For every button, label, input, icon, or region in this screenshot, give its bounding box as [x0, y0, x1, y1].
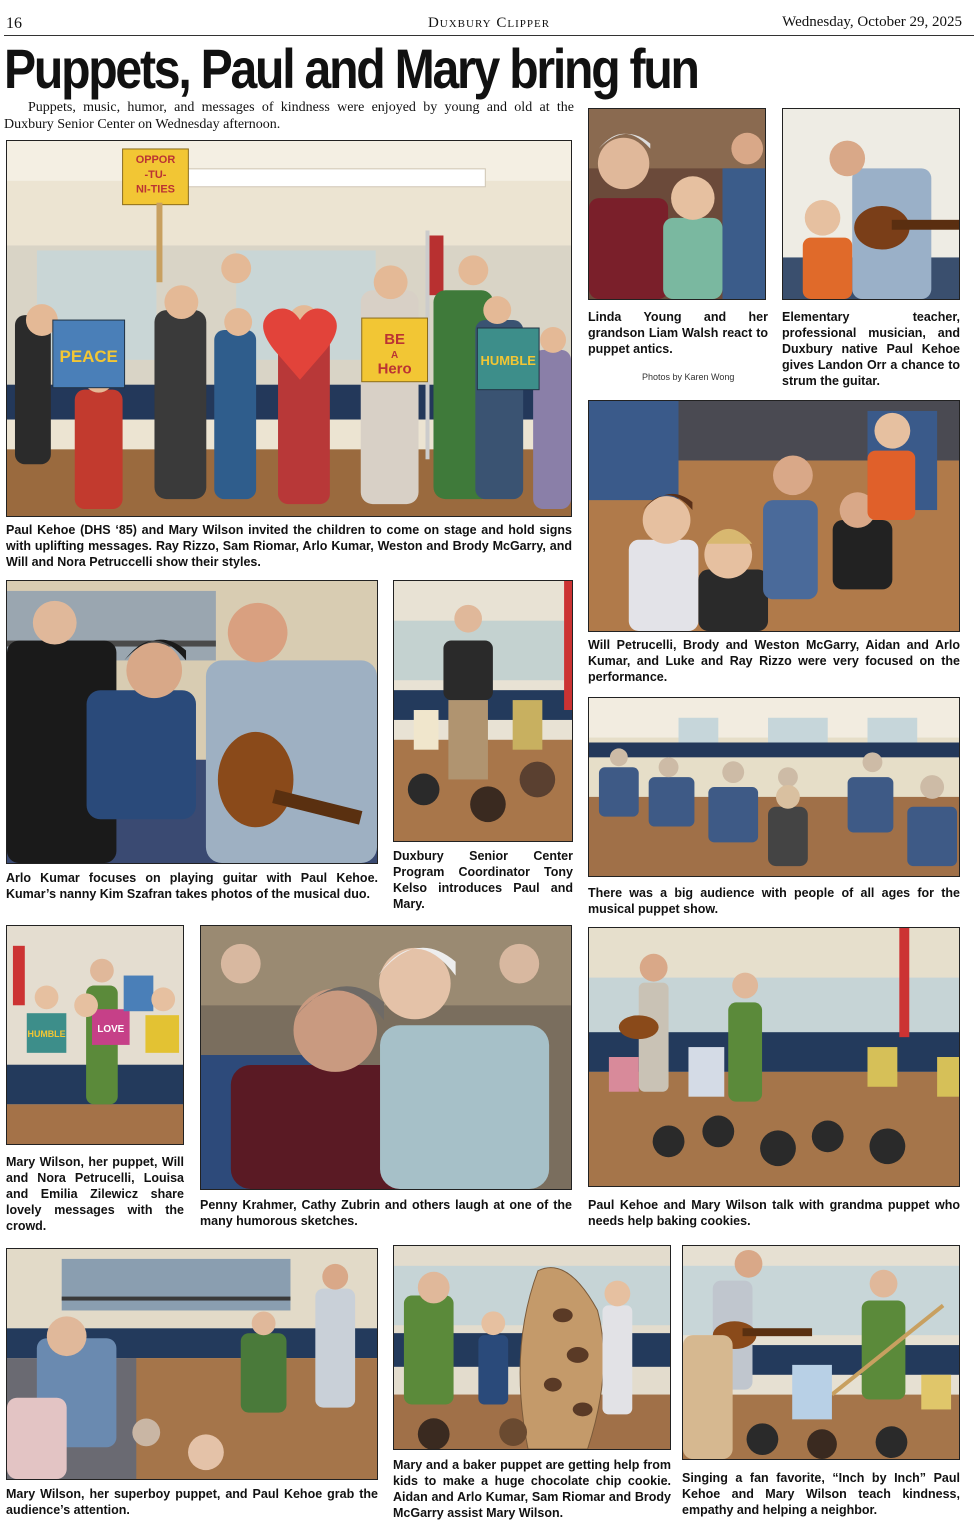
- photo-baker-puppet: [393, 1245, 671, 1450]
- caption-grandma-puppet: Paul Kehoe and Mary Wilson talk with grandma puppet who needs help baking cookies.: [588, 1198, 960, 1228]
- photo-superboy: [6, 1248, 378, 1480]
- svg-text:A: A: [391, 349, 399, 361]
- caption-stage-signs: Paul Kehoe (DHS ‘85) and Mary Wilson invited the children to come on stage and hold signs with uplifting messages. Ray Rizzo, Sam Riomar, Arlo Kumar, Weston and Brody McGarry, and Will and Nora Petruccelli show their styles.: [6, 523, 572, 569]
- svg-text:HUMBLE: HUMBLE: [27, 1028, 66, 1039]
- caption-inch-by-inch: Singing a fan favorite, “Inch by Inch” Paul Kehoe and Mary Wilson teach kindness, empathy and helping a neighbor.: [682, 1471, 960, 1517]
- headline: Puppets, Paul and Mary bring fun: [4, 37, 698, 100]
- caption-focused-kids: Will Petrucelli, Brody and Weston McGarry, Aidan and Arlo Kumar, and Luke and Ray Rizzo were very focused on the performance.: [588, 638, 960, 684]
- caption-superboy: Mary Wilson, her superboy puppet, and Paul Kehoe grab the audience’s attention.: [6, 1487, 378, 1517]
- caption-arlo-guitar: Arlo Kumar focuses on playing guitar with Paul Kehoe. Kumar’s nanny Kim Szafran takes photos of the musical duo.: [6, 871, 378, 901]
- svg-text:NI-TIES: NI-TIES: [136, 183, 175, 196]
- svg-text:-TU-: -TU-: [144, 168, 167, 181]
- svg-text:PEACE: PEACE: [59, 346, 118, 366]
- caption-mary-puppet-kids: Mary Wilson, her puppet, Will and Nora Petrucelli, Louisa and Emilia Zilewicz share lovely messages with the crowd.: [6, 1155, 184, 1233]
- photo-focused-kids: [588, 400, 960, 632]
- caption-baker-puppet: Mary and a baker puppet are getting help from kids to make a huge chocolate chip cookie. Aidan and Arlo Kumar, Sam Riomar and Brody McGarry assist Mary Wilson.: [393, 1458, 671, 1520]
- svg-text:OPPOR: OPPOR: [135, 153, 176, 166]
- caption-penny-cathy: Penny Krahmer, Cathy Zubrin and others laugh at one of the many humorous sketches.: [200, 1198, 572, 1228]
- photo-credit: Photos by Karen Wong: [642, 372, 735, 382]
- photo-mary-puppet-kids: [6, 925, 184, 1145]
- photo-landon-orr: [782, 108, 960, 300]
- photo-penny-cathy: [200, 925, 572, 1190]
- photo-linda-young: [588, 108, 766, 300]
- svg-text:HUMBLE: HUMBLE: [480, 352, 536, 368]
- photo-big-audience: [588, 697, 960, 877]
- photo-stage-signs: [6, 140, 572, 517]
- newspaper-name: Duxbury Clipper: [427, 15, 551, 31]
- page-number: 16: [6, 15, 22, 32]
- caption-linda-young: Linda Young and her grandson Liam Walsh react to puppet antics.: [588, 310, 768, 356]
- intro-paragraph: Puppets, music, humor, and messages of kindness were enjoyed by young and old at the Duxbury Senior Center on Wednesday afternoon.: [4, 100, 574, 132]
- svg-text:Hero: Hero: [377, 360, 412, 378]
- svg-text:LOVE: LOVE: [97, 1024, 125, 1036]
- svg-text:BE: BE: [384, 330, 406, 348]
- photo-tony-kelso: [393, 580, 573, 842]
- photo-arlo-guitar: [6, 580, 378, 864]
- issue-date: Wednesday, October 29, 2025: [782, 14, 962, 30]
- caption-landon-orr: Elementary teacher, professional musician, and Duxbury native Paul Kehoe gives Landon Orr a chance to strum the guitar.: [782, 310, 960, 388]
- caption-big-audience: There was a big audience with people of all ages for the musical puppet show.: [588, 886, 960, 916]
- page-header: [4, 14, 974, 36]
- photo-inch-by-inch: [682, 1245, 960, 1460]
- photo-grandma-puppet: [588, 927, 960, 1187]
- caption-tony-kelso: Duxbury Senior Center Program Coordinator Tony Kelso introduces Paul and Mary.: [393, 849, 573, 911]
